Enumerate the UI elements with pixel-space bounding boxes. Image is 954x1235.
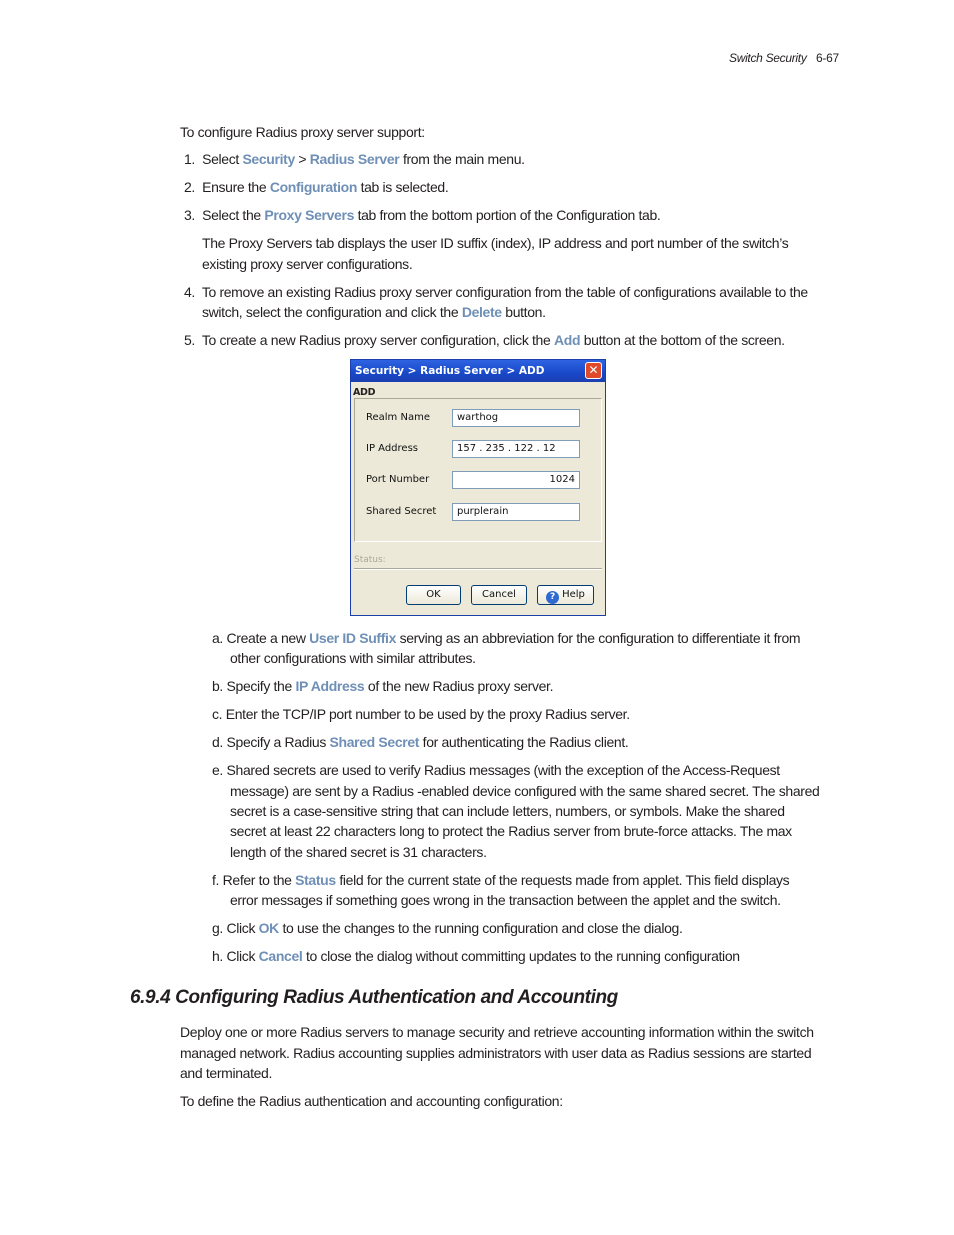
cancel-button[interactable]: Cancel [471, 585, 527, 605]
port-number-input[interactable]: 1024 [452, 471, 580, 489]
dialog-subtitle: ADD [353, 387, 376, 398]
radius-add-dialog [350, 359, 606, 616]
shared-secret-input[interactable]: purplerain [452, 503, 580, 521]
step-3-note-line-1: The Proxy Servers tab displays the user ID suffix (index), IP address and port number of the switch’s [202, 235, 789, 251]
substep-e-line-5: length of the shared secret is 31 characters. [230, 844, 487, 860]
substep-h: h. Click Cancel to close the dialog without committing updates to the running configuration [212, 948, 740, 964]
section-para-2: To define the Radius authentication and accounting configuration: [180, 1093, 563, 1109]
substep-a: a. Create a new User ID Suffix serving as an abbreviation for the configuration to differentiate it from [212, 630, 801, 646]
dialog-titlebar [351, 360, 605, 382]
step-2: 2. Ensure the Configuration tab is selected. [184, 179, 449, 195]
page-number: 6-67 [816, 51, 839, 65]
substep-f-line-2: error messages if something goes wrong in the transaction between the applet and the switch. [230, 892, 781, 908]
running-header-section: Switch Security [729, 51, 807, 65]
substep-e-line-2: message) are sent by a Radius -enabled device configured with the same shared secret. The shared [230, 783, 820, 799]
keyword-shared-secret: Shared Secret [329, 734, 420, 750]
substep-a-line-2: other configurations with similar attributes. [230, 650, 476, 666]
step-5: 5. To create a new Radius proxy server configuration, click the Add button at the bottom of the screen. [184, 332, 785, 348]
keyword-delete: Delete [461, 304, 502, 320]
help-icon: ? [546, 591, 559, 604]
dialog-title: Security > Radius Server > ADD [355, 365, 545, 377]
realm-name-label: Realm Name [366, 412, 430, 423]
substep-e-line-3: secret is a case-sensitive string that can include letters, numbers, or symbols. Make the shared [230, 803, 785, 819]
step-3-note-line-2: existing proxy server configurations. [202, 256, 413, 272]
keyword-add: Add [553, 332, 581, 348]
realm-name-input[interactable]: warthog [452, 409, 580, 427]
substep-e-line-4: secret at least 22 characters long to protect the Radius server from brute-force attacks. The max [230, 823, 792, 839]
close-icon[interactable]: ✕ [585, 362, 602, 379]
keyword-cancel: Cancel [258, 948, 303, 964]
substep-g: g. Click OK to use the changes to the running configuration and close the dialog. [212, 920, 683, 936]
keyword-configuration: Configuration [269, 179, 358, 195]
keyword-user-id-suffix: User ID Suffix [309, 630, 397, 646]
help-button-label: Help [562, 589, 585, 600]
step-1: 1. Select Security > Radius Server from the main menu. [184, 151, 525, 167]
keyword-proxy-servers: Proxy Servers [264, 207, 355, 223]
substep-f: f. Refer to the Status field for the current state of the requests made from applet. This field displays [212, 872, 790, 888]
step-4: 4. To remove an existing Radius proxy server configuration from the table of configurations available to the [184, 284, 808, 300]
section-para-line-3: and terminated. [180, 1065, 273, 1081]
intro-text: To configure Radius proxy server support: [180, 124, 425, 140]
dialog-field-group [354, 398, 602, 542]
keyword-radius-server: Radius Server [309, 151, 400, 167]
shared-secret-label: Shared Secret [366, 506, 437, 517]
section-para-line-2: managed network. Radius accounting supplies administrators with user data as Radius sessions are started [180, 1045, 812, 1061]
substep-d: d. Specify a Radius Shared Secret for authenticating the Radius client. [212, 734, 629, 750]
help-button[interactable] [537, 585, 594, 605]
keyword-ok: OK [258, 920, 279, 936]
ip-address-label: IP Address [366, 443, 418, 454]
ok-button[interactable]: OK [406, 585, 461, 605]
keyword-ip-address: IP Address [295, 678, 365, 694]
ip-address-input[interactable]: 157 . 235 . 122 . 12 [452, 440, 580, 458]
substep-b: b. Specify the IP Address of the new Radius proxy server. [212, 678, 554, 694]
status-label: Status: [354, 555, 386, 565]
keyword-security: Security [242, 151, 295, 167]
substep-c: c. Enter the TCP/IP port number to be used by the proxy Radius server. [212, 706, 630, 722]
dialog-separator [354, 568, 602, 570]
step-3: 3. Select the Proxy Servers tab from the bottom portion of the Configuration tab. [184, 207, 661, 223]
keyword-status: Status [295, 872, 336, 888]
step-4-line-2: switch, select the configuration and click the Delete button. [202, 304, 546, 320]
section-para-line-1: Deploy one or more Radius servers to manage security and retrieve accounting information within the switch [180, 1024, 814, 1040]
section-heading: 6.9.4 Configuring Radius Authentication and Accounting [130, 987, 618, 1008]
port-number-label: Port Number [366, 474, 430, 485]
substep-e: e. Shared secrets are used to verify Radius messages (with the exception of the Access-Request [212, 762, 780, 778]
